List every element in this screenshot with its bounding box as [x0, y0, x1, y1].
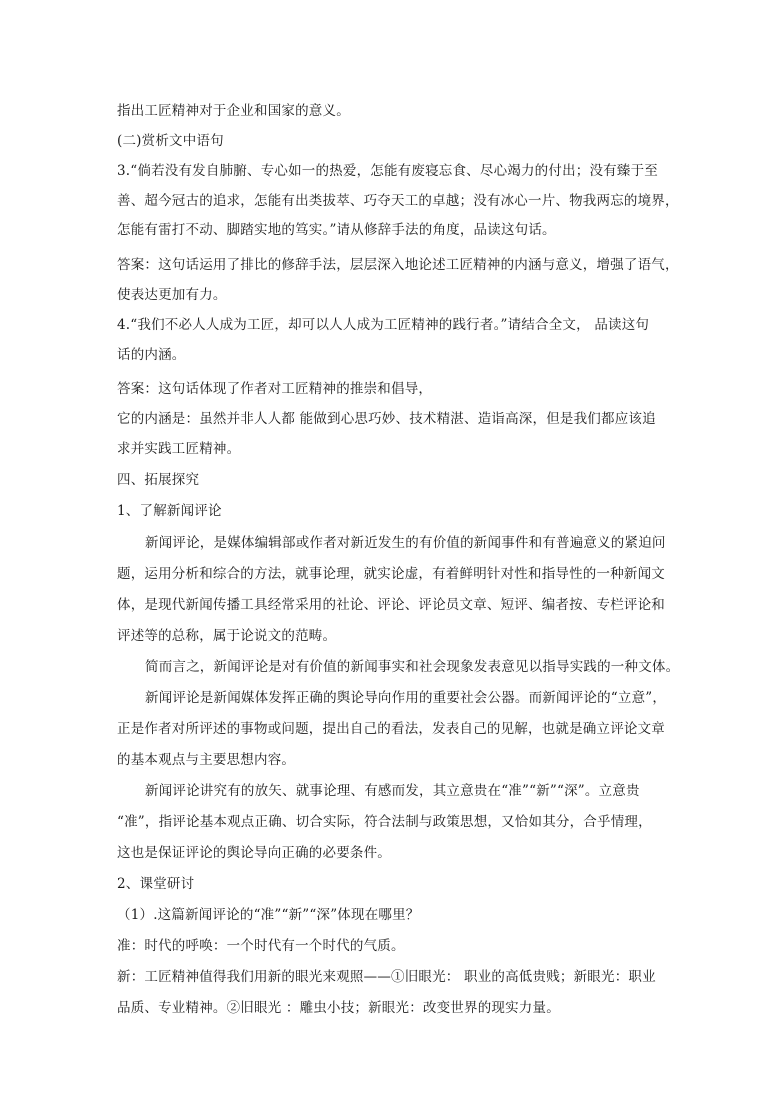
paragraph-text: 体，是现代新闻传播工具经常采用的社论、评论、评论员文章、短评、编者按、专栏评论和 — [117, 597, 665, 613]
question-text: 话的内涵。 — [117, 347, 186, 363]
section-heading: 四、拓展探究 — [117, 472, 200, 488]
subsection-heading: 1、了解新闻评论 — [117, 503, 222, 519]
answer-text: 准：时代的呼唤：一个时代有一个时代的气质。 — [117, 938, 405, 954]
paragraph-text: 评述等的总称，属于论说文的范畴。 — [117, 628, 337, 644]
subsection-heading: 2、课堂研讨 — [117, 876, 195, 892]
answer-text: 使表达更加有力。 — [117, 287, 227, 303]
question-text: 怎能有雷打不动、脚踏实地的笃实。”请从修辞手法的角度，品读这句话。 — [117, 222, 556, 238]
paragraph-text: 这也是保证评论的舆论导向正确的必要条件。 — [117, 845, 391, 861]
answer-text: 求并实践工匠精神。 — [117, 441, 241, 457]
answer-text: 品质、专业精神。②旧眼光 ：雕虫小技；新眼光：改变世界的现实力量。 — [117, 1000, 560, 1016]
question-text: （1）.这篇新闻评论的“准”“新”“深”体现在哪里？ — [117, 907, 420, 923]
section-heading: (二)赏析文中语句 — [117, 133, 224, 149]
question-text: 4.“我们不必人人成为工匠，却可以人人成为工匠精神的践行者。”请结合全文， 品读这句 — [117, 317, 650, 333]
paragraph-text: 新闻评论，是媒体编辑部或作者对新近发生的有价值的新闻事件和有普遍意义的紧迫问 — [145, 535, 666, 551]
answer-text: 它的内涵是：虽然并非人人都 能做到心思巧妙、技术精湛、造诣高深，但是我们都应该追 — [117, 411, 656, 427]
paragraph-text: 的基本观点与主要思想内容。 — [117, 752, 296, 768]
question-text: 善、超今冠古的追求，怎能有出类拔萃、巧夺天工的卓越；没有冰心一片、物我两忘的境界， — [117, 193, 679, 209]
answer-text: 答案：这句话体现了作者对工匠精神的推崇和倡导， — [117, 381, 433, 397]
answer-text: 答案：这句话运用了排比的修辞手法，层层深入地论述工匠精神的内涵与意义，增强了语气， — [117, 257, 679, 273]
paragraph-text: “准”，指评论基本观点正确、切合实际，符合法制与政策思想，又恰如其分，合乎情理， — [117, 814, 652, 830]
paragraph-text: 题，运用分析和综合的方法，就事论理，就实论虚，有着鲜明针对性和指导性的一种新闻文 — [117, 566, 665, 582]
paragraph-text: 新闻评论讲究有的放矢、就事论理、有感而发，其立意贵在“准”“新”“深”。立意贵 — [145, 783, 640, 799]
text-line: 指出工匠精神对于企业和国家的意义。 — [117, 103, 350, 119]
question-text: 3.“倘若没有发自肺腑、专心如一的热爱，怎能有废寝忘食、尽心竭力的付出；没有臻于至 — [117, 163, 658, 179]
paragraph-text: 简而言之，新闻评论是对有价值的新闻事实和社会现象发表意见以指导实践的一种文体。 — [145, 659, 680, 675]
paragraph-text: 正是作者对所评述的事物或问题，提出自己的看法，发表自己的见解，也就是确立评论文章 — [117, 721, 665, 737]
answer-text: 新：工匠精神值得我们用新的眼光来观照——①旧眼光： 职业的高低贵贱；新眼光：职业 — [117, 969, 656, 985]
paragraph-text: 新闻评论是新闻媒体发挥正确的舆论导向作用的重要社会公器。而新闻评论的“立意”， — [145, 690, 667, 706]
